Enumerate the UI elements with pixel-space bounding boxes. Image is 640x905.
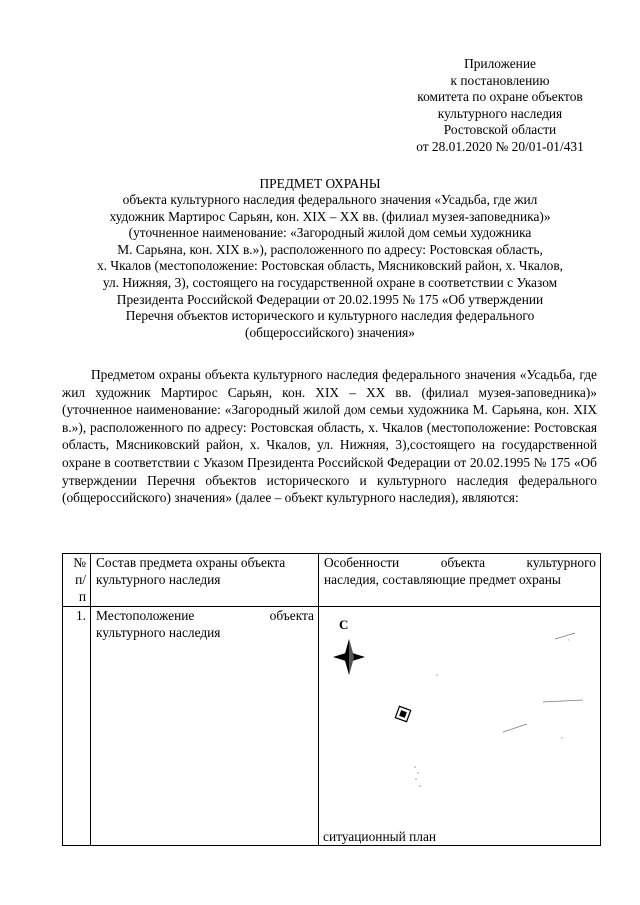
table-header-row	[63, 554, 601, 607]
row-composition-line: культурного наследия	[96, 625, 221, 641]
appendix-line: к постановлению	[450, 72, 550, 88]
header-number	[63, 554, 91, 607]
subtitle-line: (общероссийского) значения»	[244, 324, 416, 340]
header-composition: Состав предмета охраны объекта культурного наследия	[91, 554, 319, 607]
protection-table	[62, 553, 601, 846]
appendix-line: комитета по охране объектов	[417, 89, 583, 105]
appendix-block	[380, 56, 620, 156]
subtitle-line: х. Чкалов (местоположение: Ростовская область, Мясниковский район, х. Чкалов,	[96, 258, 564, 274]
document-subtitle	[40, 192, 620, 341]
header-number-line: п/п	[75, 571, 86, 604]
subtitle-line: объекта культурного наследия федерального значения «Усадьба, где жил	[122, 192, 538, 207]
subtitle-line: Президента Российской Федерации от 20.02.1995 № 175 «Об утверждении	[116, 291, 544, 307]
situation-plan-map	[319, 607, 599, 845]
subtitle-line: Перечня объектов исторического и культурного наследия федерального	[125, 308, 535, 324]
subtitle-line: М. Сарьяна, кон. XIX в.»), расположенного по адресу: Ростовская область,	[117, 241, 543, 257]
appendix-line: Ростовской области	[443, 122, 557, 138]
situation-plan-cell	[319, 607, 601, 846]
row-number: 1.	[63, 607, 91, 846]
plan-caption: ситуационный план	[323, 829, 437, 845]
appendix-line: от 28.01.2020 № 20/01-01/431	[416, 138, 584, 154]
subtitle-line: художник Мартирос Сарьян, кон. XIX – XX вв. (филиал музея-заповедника)»	[109, 208, 551, 224]
row-composition-line: Местоположение объекта	[96, 608, 314, 624]
north-label: С	[339, 617, 349, 633]
header-features-line: наследия, составляющие предмет охраны	[324, 571, 561, 587]
north-arrow-icon	[333, 639, 365, 675]
document-title: ПРЕДМЕТ ОХРАНЫ	[259, 176, 381, 191]
subtitle-line: (уточненное наименование: «Загородный жилой дом семьи художника	[128, 225, 532, 241]
subtitle-line: ул. Нижняя, 3), состоящего на государственной охране в соответствии с Указом	[102, 274, 558, 290]
appendix-line: Приложение	[464, 56, 536, 71]
map-road-traces	[503, 633, 583, 732]
header-features	[319, 554, 601, 607]
house-marker-icon	[395, 707, 410, 722]
map-dots	[414, 640, 569, 787]
header-features-line: Особенности объекта культурного	[324, 555, 596, 570]
table-row	[63, 607, 601, 846]
row-composition	[91, 607, 319, 846]
header-number-line: №	[73, 555, 86, 570]
body-paragraph: Предметом охраны объекта культурного наследия федерального значения «Усадьба, где жил художник Мартирос Сарьян, кон. XIX – XX вв. (филиал музея-заповедника)» (уточненное наименование: «Загородный жилой дом семьи художника М. Сарьяна, кон. XIX в.»), расположенного по адресу: Ростовская область, х. Чкалов (местоположение: Ростовская область, Мясниковский район, х. Чкалов, ул. Нижняя, 3),состоящего на государственной охране в соответствии с Указом Президента Российской Федерации от 20.02.1995 № 175 «Об утверждении Перечня объектов исторического и культурного наследия федерального (общероссийского) значения» (далее – объект культурного наследия), являются:	[62, 367, 597, 506]
appendix-line: культурного наследия	[437, 105, 563, 121]
